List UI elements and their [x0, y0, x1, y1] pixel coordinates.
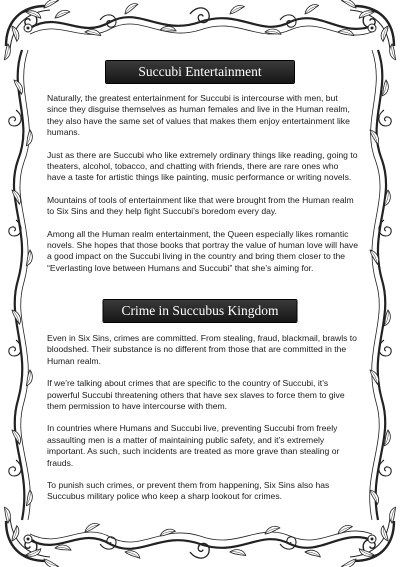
section-title-entertainment: Succubi Entertainment: [106, 61, 294, 83]
paragraph: To punish such crimes, or prevent them from happening, Six Sins also has Succubus military police who keep a sharp lookout for crimes.: [47, 480, 330, 502]
top-vine: [30, 1, 372, 37]
paragraph: Just as there are Succubi who like extremely ordinary things like reading, going to theaters, alcohol, tobacco, and chatting with friends, there are rare ones who have a taste for artistic things like painting, music performance or writing novels.: [47, 149, 358, 183]
left-vine: [9, 50, 35, 520]
paragraph: Even in Six Sins, crimes are committed. From stealing, fraud, blackmail, brawls to bloodshed. Their substance is no different from those that are committed in the Human realm.: [47, 333, 357, 366]
right-vine: [370, 50, 393, 520]
corner-top-left: [2, 0, 59, 61]
paragraph: Among all the Human realm entertainment, the Queen especially likes romantic novels. She hopes that those books that portray the value of human love will have a good impact on the Succubi living in the country and bring them closer to the “Everlasting love between Humans and Succubi” that she’s aiming for.: [47, 228, 358, 273]
paragraph: Mountains of tools of entertainment like that were brought from the Human realm to Six Sins and they help fight Succubi’s boredom every day.: [47, 194, 354, 217]
section-title-crime: Crime in Succubus Kingdom: [104, 300, 297, 322]
bottom-vine: [30, 522, 372, 561]
paragraph: If we’re talking about crimes that are specific to the country of Succubi, it’s powerful Succubi threatening others that have sex slaves to force them to give them permission to have intercourse with them.: [47, 378, 345, 412]
corner-bottom-left: [2, 506, 59, 567]
paragraph: Naturally, the greatest entertainment for Succubi is intercourse with men, but since they disguise themselves as human females and live in the Human realm, they also have the same set of values that makes them enjoy entertainment like humans.: [47, 93, 350, 138]
section-body-entertainment: [47, 93, 359, 285]
paragraph: In countries where Humans and Succubi live, preventing Succubi from freely assaulting men is a matter of maintaining public safety, and it’s extremely important. As such, such incidents are treated as more grave than stealing or frauds.: [47, 423, 340, 468]
section-body-crime: [47, 333, 359, 514]
